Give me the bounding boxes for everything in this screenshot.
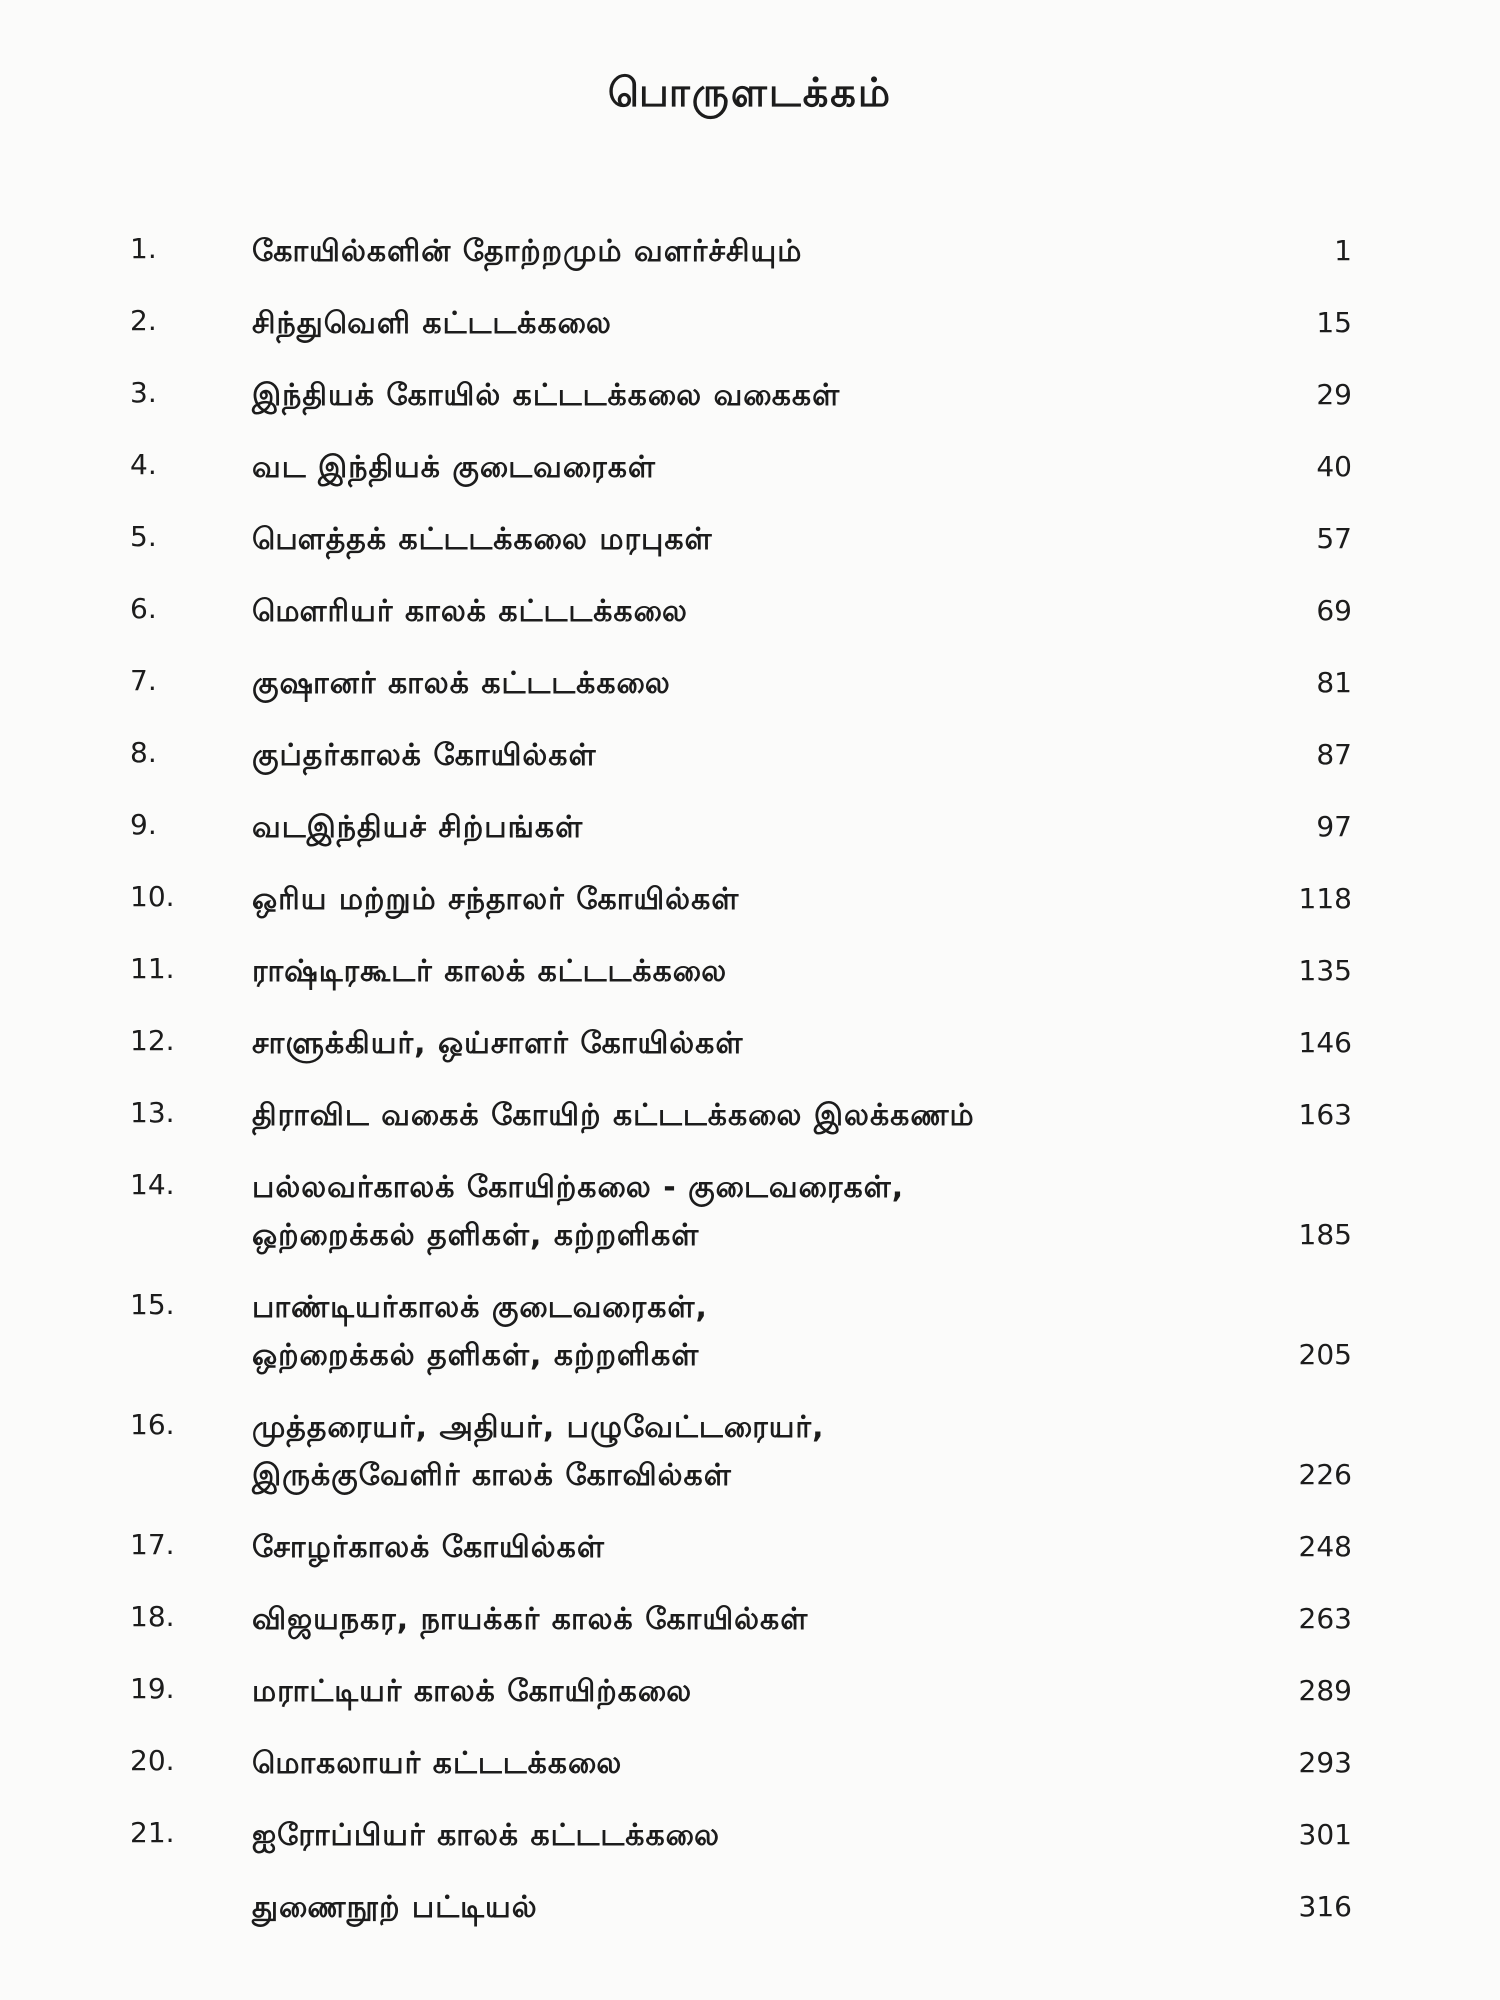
toc-entry-title	[252, 1092, 975, 1140]
toc-entry-page-number: 248	[1298, 1530, 1352, 1563]
toc-entry-title	[252, 1596, 808, 1644]
toc-entry-number: 2.	[130, 304, 157, 337]
toc-entry-title	[252, 588, 688, 636]
toc-entry	[0, 508, 1500, 580]
toc-entry-page-number: 29	[1316, 378, 1352, 411]
toc-entry-title	[252, 1884, 538, 1932]
toc-entry	[0, 1732, 1500, 1804]
toc-entry-title-line: சிந்துவெளி கட்டடக்கலை	[252, 306, 612, 341]
toc-entry-title	[252, 1404, 825, 1500]
toc-entry	[0, 1396, 1500, 1516]
toc-entry-title-line: பௌத்தக் கட்டடக்கலை மரபுகள்	[252, 522, 713, 557]
toc-entry-page-number: 135	[1298, 954, 1352, 987]
toc-entry-title-line: ஒரிய மற்றும் சந்தாலர் கோயில்கள்	[252, 882, 740, 917]
page-title: பொருளடக்கம்	[607, 70, 893, 116]
toc-entry-number: 19.	[130, 1672, 175, 1705]
toc-entry-title-line: ஐரோப்பியர் காலக் கட்டடக்கலை	[252, 1818, 720, 1853]
toc-entry	[0, 1084, 1500, 1156]
toc-entry-number: 20.	[130, 1744, 175, 1777]
toc-entry-page-number: 1	[1334, 234, 1352, 267]
toc-entry-title-line: இருக்குவேளிர் காலக் கோவில்கள்	[252, 1458, 732, 1493]
toc-entry-title	[252, 516, 713, 564]
toc-entry-page-number: 146	[1298, 1026, 1352, 1059]
toc-entry-page-number: 15	[1316, 306, 1352, 339]
table-of-contents	[0, 220, 1500, 1948]
toc-entry-title	[252, 1740, 622, 1788]
toc-entry	[0, 1516, 1500, 1588]
toc-entry-title	[252, 804, 583, 852]
toc-entry-title-line: முத்தரையர், அதியர், பழுவேட்டரையர்,	[252, 1410, 825, 1445]
toc-entry-title-line: துணைநூற் பட்டியல்	[252, 1890, 538, 1925]
toc-entry-title-line: ஒற்றைக்கல் தளிகள், கற்றளிகள்	[252, 1218, 700, 1253]
toc-entry-title-line: பல்லவர்காலக் கோயிற்கலை - குடைவரைகள்,	[252, 1170, 905, 1205]
toc-entry-title-line: மராட்டியர் காலக் கோயிற்கலை	[252, 1674, 693, 1709]
toc-entry-title-line: விஜயநகர, நாயக்கர் காலக் கோயில்கள்	[252, 1602, 809, 1637]
toc-entry-title	[252, 444, 656, 492]
toc-entry-number: 4.	[130, 448, 157, 481]
toc-entry-number: 15.	[130, 1288, 175, 1321]
toc-entry-number: 12.	[130, 1024, 175, 1057]
toc-entry	[0, 1876, 1500, 1948]
toc-entry	[0, 796, 1500, 868]
toc-entry-title-line: பாண்டியர்காலக் குடைவரைகள்,	[252, 1290, 708, 1325]
toc-entry-title	[252, 300, 612, 348]
toc-entry-page-number: 301	[1298, 1818, 1352, 1851]
toc-entry-page-number: 118	[1298, 882, 1352, 915]
toc-entry-title	[252, 372, 840, 420]
toc-entry-title	[252, 1668, 692, 1716]
toc-entry-page-number: 226	[1298, 1458, 1352, 1491]
toc-entry-page-number: 69	[1316, 594, 1352, 627]
toc-entry-title	[252, 876, 739, 924]
toc-entry	[0, 1276, 1500, 1396]
toc-entry-number: 14.	[130, 1168, 175, 1201]
toc-entry	[0, 1156, 1500, 1276]
toc-entry-title-line: வடஇந்தியச் சிற்பங்கள்	[252, 810, 584, 845]
toc-entry	[0, 220, 1500, 292]
toc-entry-page-number: 57	[1316, 522, 1352, 555]
toc-entry-title-line: குப்தர்காலக் கோயில்கள்	[252, 738, 597, 773]
toc-entry-title-line: குஷானர் காலக் கட்டடக்கலை	[252, 666, 671, 701]
toc-entry	[0, 436, 1500, 508]
toc-entry-number: 13.	[130, 1096, 175, 1129]
toc-entry-title-line: மொகலாயர் கட்டடக்கலை	[252, 1746, 623, 1781]
toc-entry-number: 3.	[130, 376, 157, 409]
toc-entry-number: 16.	[130, 1408, 175, 1441]
toc-entry-title-line: சாளுக்கியர், ஒய்சாளர் கோயில்கள்	[252, 1026, 744, 1061]
toc-entry	[0, 580, 1500, 652]
toc-entry-page-number: 289	[1298, 1674, 1352, 1707]
toc-entry-page-number: 40	[1316, 450, 1352, 483]
toc-entry-title-line: மௌரியர் காலக் கட்டடக்கலை	[252, 594, 688, 629]
toc-entry-number: 6.	[130, 592, 157, 625]
toc-entry	[0, 868, 1500, 940]
toc-entry-title-line: இந்தியக் கோயில் கட்டடக்கலை வகைகள்	[252, 378, 841, 413]
toc-entry-number: 18.	[130, 1600, 175, 1633]
toc-entry-title	[252, 1524, 605, 1572]
toc-entry-page-number: 185	[1298, 1218, 1352, 1251]
toc-entry-title	[252, 660, 671, 708]
toc-entry-page-number: 205	[1298, 1338, 1352, 1371]
toc-entry-title	[252, 228, 802, 276]
toc-entry-title-line: வட இந்தியக் குடைவரைகள்	[252, 450, 657, 485]
toc-entry-page-number: 263	[1298, 1602, 1352, 1635]
toc-entry-title	[252, 1164, 904, 1260]
toc-entry-title	[252, 1020, 743, 1068]
toc-entry-page-number: 87	[1316, 738, 1352, 771]
toc-entry-number: 10.	[130, 880, 175, 913]
toc-entry	[0, 292, 1500, 364]
toc-entry-number: 5.	[130, 520, 157, 553]
toc-entry-page-number: 163	[1298, 1098, 1352, 1131]
toc-entry	[0, 1660, 1500, 1732]
toc-entry-number: 7.	[130, 664, 157, 697]
toc-entry-number: 11.	[130, 952, 175, 985]
toc-entry-number: 17.	[130, 1528, 175, 1561]
toc-entry-page-number: 293	[1298, 1746, 1352, 1779]
toc-entry-number: 8.	[130, 736, 157, 769]
toc-entry	[0, 1012, 1500, 1084]
toc-entry-title-line: ஒற்றைக்கல் தளிகள், கற்றளிகள்	[252, 1338, 700, 1373]
toc-entry-title	[252, 1812, 720, 1860]
toc-entry	[0, 724, 1500, 796]
toc-entry-title-line: சோழர்காலக் கோயில்கள்	[252, 1530, 605, 1565]
toc-entry	[0, 1588, 1500, 1660]
toc-entry-page-number: 81	[1316, 666, 1352, 699]
toc-entry-title-line: ராஷ்டிரகூடர் காலக் கட்டடக்கலை	[252, 954, 728, 989]
toc-entry	[0, 1804, 1500, 1876]
toc-entry-title	[252, 732, 597, 780]
toc-entry-title-line: திராவிட வகைக் கோயிற் கட்டடக்கலை இலக்கணம்	[252, 1098, 975, 1133]
toc-entry-title	[252, 1284, 708, 1380]
toc-entry	[0, 940, 1500, 1012]
toc-entry-title-line: கோயில்களின் தோற்றமும் வளர்ச்சியும்	[252, 234, 803, 269]
toc-entry-number: 1.	[130, 232, 157, 265]
toc-entry-number: 21.	[130, 1816, 175, 1849]
toc-entry-page-number: 316	[1298, 1890, 1352, 1923]
toc-entry	[0, 364, 1500, 436]
toc-entry-page-number: 97	[1316, 810, 1352, 843]
toc-entry	[0, 652, 1500, 724]
toc-entry-title	[252, 948, 727, 996]
toc-entry-number: 9.	[130, 808, 157, 841]
